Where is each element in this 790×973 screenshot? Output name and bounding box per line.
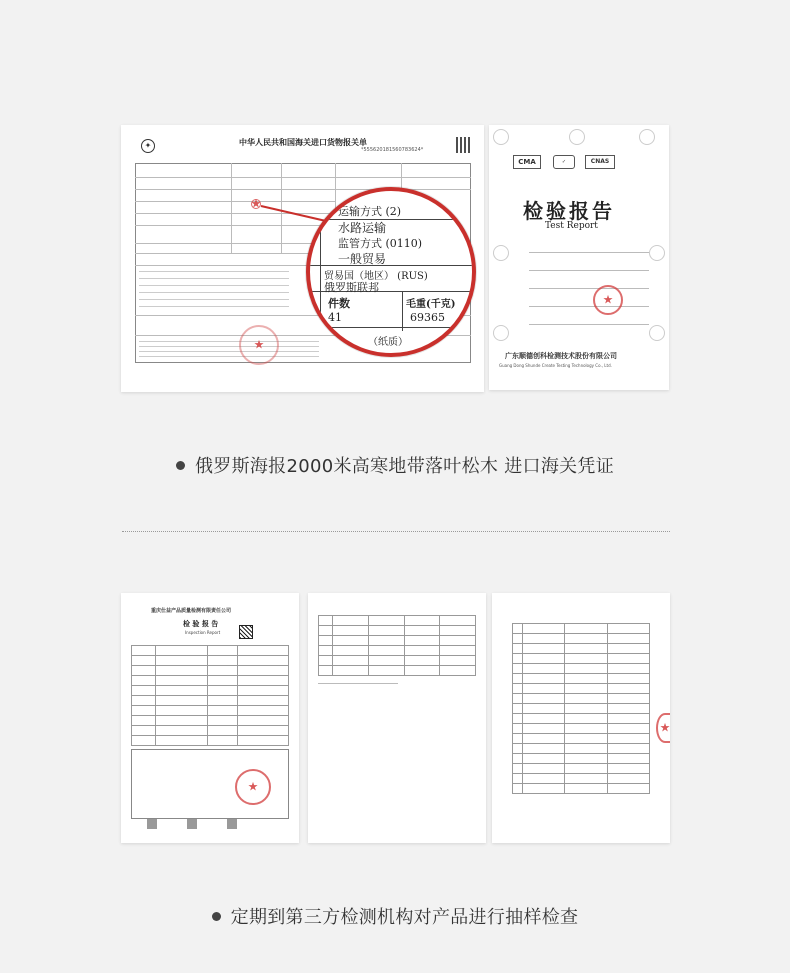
watermark-icon	[649, 245, 665, 261]
items-table	[512, 623, 650, 794]
pieces-value: 41	[328, 311, 342, 324]
test-report-title-en: Test Report	[545, 221, 598, 231]
ilac-logo-icon: ✓	[553, 155, 575, 169]
caption-inspection-text: 定期到第三方检测机构对产品进行抽样检查	[230, 907, 579, 928]
paper-label: （纸质）	[368, 337, 408, 348]
pieces-label: 件数	[328, 297, 350, 310]
test-lab-seal-icon	[593, 285, 623, 315]
supervision-value: 一般贸易	[338, 252, 387, 266]
mag-rule	[310, 219, 476, 220]
inspection-title-cn: 检 验 报 告	[183, 619, 219, 628]
cnas-logo-icon: CNAS	[585, 155, 615, 169]
gross-weight-value: 69365	[410, 311, 445, 324]
cma-logo-icon: CMA	[513, 155, 541, 169]
mag-rule	[320, 191, 321, 357]
watermark-icon	[649, 325, 665, 341]
signature-row	[147, 819, 267, 829]
bullet-dot-icon	[212, 912, 221, 921]
mag-rule	[310, 327, 476, 328]
form-text-lines	[139, 341, 319, 357]
bullet-dot-icon	[176, 461, 185, 470]
watermark-icon	[493, 325, 509, 341]
mag-rule	[310, 265, 476, 266]
form-rule	[135, 225, 335, 226]
transport-value: 水路运输	[338, 221, 387, 235]
test-report-cover-image	[489, 125, 669, 390]
section-divider	[122, 531, 670, 532]
inspection-org-name: 重庆仕益产品质量检测有限责任公司	[151, 608, 232, 614]
caption-inspection	[0, 903, 790, 929]
form-rule	[135, 177, 471, 178]
test-lab-company-cn: 广东顺德创科检测技术股份有限公司	[505, 352, 617, 360]
results-table	[318, 615, 476, 676]
watermark-icon	[493, 245, 509, 261]
test-report-title-cn: 检验报告	[523, 199, 615, 223]
inspection-report-image	[121, 593, 299, 843]
supervision-label: 监管方式 (0110)	[338, 237, 423, 250]
transport-label: 运输方式 (2)	[338, 205, 402, 218]
test-results-table-image	[308, 593, 486, 843]
watermark-icon	[569, 129, 585, 145]
form-rule	[135, 243, 335, 244]
customs-emblem-icon: ✦	[141, 139, 155, 153]
caption-customs	[0, 452, 790, 478]
test-lab-company-en: Guang Dong Shunde Create Testing Technology Co., Ltd.	[499, 363, 612, 368]
form-rule	[135, 213, 335, 214]
form-rule	[281, 163, 282, 253]
form-rule	[135, 189, 471, 190]
inspection-title-en: Inspection Report	[185, 630, 221, 635]
trade-country-value: 俄罗斯联邦	[324, 281, 379, 294]
mag-rule	[402, 291, 403, 331]
field-rule	[529, 306, 649, 307]
qr-code-icon	[456, 137, 472, 153]
customs-form-title: 中华人民共和国海关进口货物报关单	[239, 137, 367, 147]
highlight-ring-icon	[251, 199, 261, 209]
form-rule	[135, 201, 335, 202]
caption-customs-text: 俄罗斯海报2000米高寒地带落叶松木 进口海关凭证	[194, 456, 615, 477]
form-rule	[231, 163, 232, 253]
customs-seal-icon	[239, 325, 279, 365]
inspection-seal-icon	[235, 769, 271, 805]
trade-country-label: 贸易国（地区） (RUS)	[324, 271, 428, 282]
footnote-line	[318, 683, 398, 684]
field-rule	[529, 252, 649, 253]
qr-code-icon	[239, 625, 253, 639]
magnified-detail	[306, 187, 476, 357]
inspection-table	[131, 645, 289, 746]
watermark-icon	[493, 129, 509, 145]
field-rule	[529, 270, 649, 271]
customs-form-number: *555620181560783624*	[361, 147, 424, 153]
form-text-lines	[139, 271, 289, 311]
gross-weight-label: 毛重(千克)	[406, 299, 456, 310]
form-rule	[135, 265, 335, 266]
field-rule	[529, 324, 649, 325]
test-items-table-image	[492, 593, 670, 843]
field-rule	[529, 288, 649, 289]
edge-seal-icon	[656, 713, 670, 743]
watermark-icon	[639, 129, 655, 145]
